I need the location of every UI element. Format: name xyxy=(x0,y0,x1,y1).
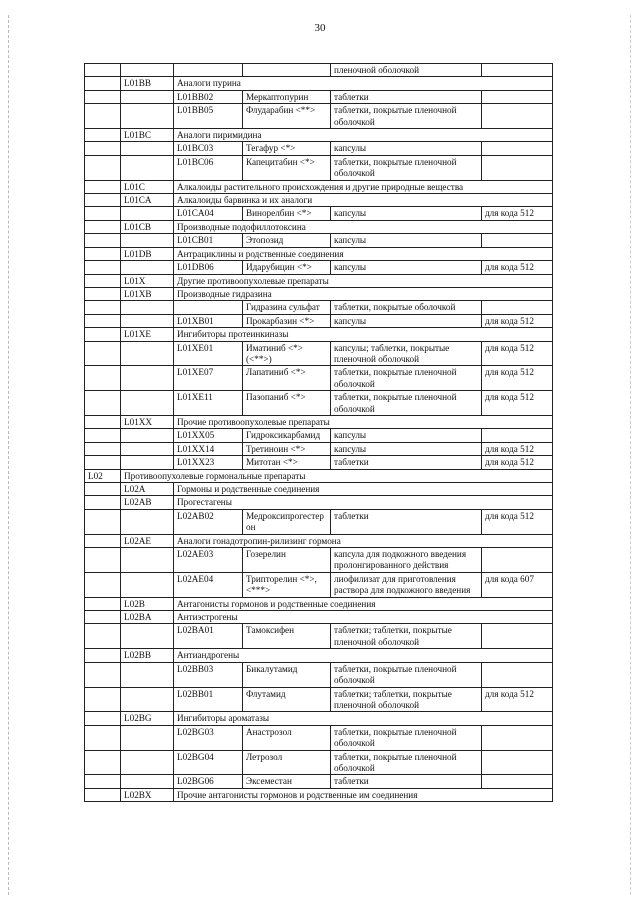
cell-note xyxy=(482,725,553,750)
cell-empty xyxy=(85,442,121,455)
cell-atc-code: L01BB05 xyxy=(174,104,243,129)
table-row-drug xyxy=(85,442,553,455)
cell-empty xyxy=(85,142,121,155)
cell-empty xyxy=(85,483,121,496)
cell-dosage-form: капсулы xyxy=(331,142,482,155)
cell-atc-code: L02BG06 xyxy=(174,775,243,788)
cell-empty xyxy=(121,429,174,442)
cell-empty xyxy=(121,207,174,220)
cell-atc-code: L02AE04 xyxy=(174,572,243,597)
table-row-drug xyxy=(85,261,553,274)
cell-empty xyxy=(121,548,174,573)
cell-drug-name: Бикалутамид xyxy=(243,662,331,687)
cell-dosage-form: таблетки xyxy=(331,775,482,788)
cell-atc-code: L01XE07 xyxy=(174,366,243,391)
cell-note xyxy=(482,301,553,314)
cell-drug-name: Медроксипрогестерон xyxy=(243,509,331,534)
cell-atc-code: L01CA04 xyxy=(174,207,243,220)
table-row-drug xyxy=(85,341,553,366)
table-row-drug xyxy=(85,366,553,391)
cell-group-name: Алкалоиды барвинка и их аналоги xyxy=(174,194,553,207)
cell-atc-code: L02BG03 xyxy=(174,725,243,750)
cell-group-name: Антагонисты гормонов и родственные соединения xyxy=(174,597,553,610)
cell-dosage-form: капсулы xyxy=(331,207,482,220)
table-row-drug xyxy=(85,624,553,649)
table-row-group xyxy=(85,483,553,496)
cell-empty xyxy=(85,287,121,300)
table-row-drug xyxy=(85,548,553,573)
table-row-group xyxy=(85,194,553,207)
cell-empty xyxy=(85,456,121,469)
cell-group-name: Прочие противоопухолевые препараты xyxy=(174,415,553,428)
table-row-group xyxy=(85,712,553,725)
cell-drug-name: Эксеместан xyxy=(243,775,331,788)
cell-atc-code: L01XE11 xyxy=(174,391,243,416)
cell-note xyxy=(482,104,553,129)
cell-empty xyxy=(121,366,174,391)
cell-empty xyxy=(121,509,174,534)
cell-note: для кода 512 xyxy=(482,456,553,469)
cell-empty xyxy=(121,234,174,247)
cell-empty xyxy=(174,64,243,77)
table-row-drug xyxy=(85,142,553,155)
cell-atc-code: L01XE01 xyxy=(174,341,243,366)
cell-empty xyxy=(121,391,174,416)
cell-drug-name: Меркаптопурин xyxy=(243,90,331,103)
cell-empty xyxy=(85,624,121,649)
cell-drug-name: Митотан <*> xyxy=(243,456,331,469)
cell-dosage-form: таблетки, покрытые пленочной оболочкой xyxy=(331,750,482,775)
cell-empty xyxy=(85,194,121,207)
cell-group-name: Прочие антагонисты гормонов и родственные им соединения xyxy=(174,788,553,801)
cell-drug-name: Прокарбазин <*> xyxy=(243,314,331,327)
cell-drug-name: Этопозид xyxy=(243,234,331,247)
cell-dosage-form: капсулы xyxy=(331,261,482,274)
cell-drug-name: Тегафур <*> xyxy=(243,142,331,155)
table-row-section xyxy=(85,469,553,482)
cell-dosage-form: капсулы xyxy=(331,234,482,247)
cell-dosage-form: лиофилизат для приготовления раствора для подкожного введения xyxy=(331,572,482,597)
cell-drug-name: Летрозол xyxy=(243,750,331,775)
cell-empty xyxy=(85,548,121,573)
cell-group-code: L01BB xyxy=(121,77,174,90)
table-row-group xyxy=(85,274,553,287)
cell-group-code: L01XE xyxy=(121,328,174,341)
table-row-group xyxy=(85,220,553,233)
table-row-drug xyxy=(85,429,553,442)
cell-empty xyxy=(121,314,174,327)
cell-group-code: L01XB xyxy=(121,287,174,300)
cell-group-name: Антиэстрогены xyxy=(174,611,553,624)
cell-empty xyxy=(85,234,121,247)
cell-section-code: L02 xyxy=(85,469,121,482)
cell-empty xyxy=(85,712,121,725)
cell-empty xyxy=(121,442,174,455)
cell-drug-name: Флутамид xyxy=(243,687,331,712)
cell-empty xyxy=(85,341,121,366)
cell-note xyxy=(482,750,553,775)
cell-group-code: L01CB xyxy=(121,220,174,233)
table-row-drug xyxy=(85,301,553,314)
cell-group-code: L02BG xyxy=(121,712,174,725)
cell-atc-code: L01DB06 xyxy=(174,261,243,274)
cell-group-name: Производные подофиллотоксина xyxy=(174,220,553,233)
cell-atc-code: L01XX23 xyxy=(174,456,243,469)
table-row-continued xyxy=(85,64,553,77)
cell-group-code: L02B xyxy=(121,597,174,610)
cell-empty xyxy=(85,180,121,193)
cell-empty xyxy=(85,274,121,287)
cell-dosage-form: таблетки xyxy=(331,509,482,534)
table-row-drug xyxy=(85,155,553,180)
cell-drug-name: Лапатиниб <*> xyxy=(243,366,331,391)
cell-empty xyxy=(85,301,121,314)
cell-drug-name: Третиноин <*> xyxy=(243,442,331,455)
cell-note xyxy=(482,142,553,155)
cell-empty xyxy=(121,155,174,180)
cell-dosage-form: таблетки, покрытые пленочной оболочкой xyxy=(331,391,482,416)
table-row-drug xyxy=(85,207,553,220)
right-margin-mark xyxy=(630,15,632,895)
cell-note xyxy=(482,624,553,649)
table-row-group xyxy=(85,129,553,142)
cell-group-name: Антрациклины и родственные соединения xyxy=(174,247,553,260)
cell-group-code: L01XX xyxy=(121,415,174,428)
table-row-drug xyxy=(85,572,553,597)
cell-empty xyxy=(85,725,121,750)
cell-drug-name: Капецитабин <*> xyxy=(243,155,331,180)
cell-empty xyxy=(85,597,121,610)
cell-group-name: Гормоны и родственные соединения xyxy=(174,483,553,496)
table-row-group xyxy=(85,415,553,428)
cell-dosage-form: капсулы xyxy=(331,442,482,455)
left-margin-mark xyxy=(8,15,10,895)
cell-group-name: Прогестагены xyxy=(174,496,553,509)
table-row-drug xyxy=(85,725,553,750)
cell-empty xyxy=(85,90,121,103)
cell-empty xyxy=(85,391,121,416)
cell-group-name: Ингибиторы ароматазы xyxy=(174,712,553,725)
cell-atc-code xyxy=(174,301,243,314)
cell-drug-name: Пазопаниб <*> xyxy=(243,391,331,416)
cell-drug-name: Иматиниб <*> (<**>) xyxy=(243,341,331,366)
cell-note xyxy=(482,429,553,442)
cell-empty xyxy=(121,687,174,712)
table-row-drug xyxy=(85,687,553,712)
cell-group-code: L01C xyxy=(121,180,174,193)
table-row-group xyxy=(85,180,553,193)
cell-empty xyxy=(85,750,121,775)
cell-group-name: Аналоги пиримидина xyxy=(174,129,553,142)
cell-empty xyxy=(85,314,121,327)
table-row-group xyxy=(85,287,553,300)
cell-empty xyxy=(85,572,121,597)
cell-empty xyxy=(85,64,121,77)
cell-note: для кода 607 xyxy=(482,572,553,597)
cell-dosage-form: капсулы; таблетки, покрытые пленочной оболочкой xyxy=(331,341,482,366)
table-row-drug xyxy=(85,90,553,103)
cell-group-code: L02AE xyxy=(121,534,174,547)
cell-group-name: Аналоги гонадотропин-рилизинг гормона xyxy=(174,534,553,547)
cell-note: для кода 512 xyxy=(482,261,553,274)
cell-atc-code: L01BC06 xyxy=(174,155,243,180)
cell-empty xyxy=(121,301,174,314)
cell-empty xyxy=(85,207,121,220)
cell-section-name: Противоопухолевые гормональные препараты xyxy=(121,469,553,482)
cell-empty xyxy=(121,341,174,366)
cell-dosage-form: таблетки, покрытые пленочной оболочкой xyxy=(331,104,482,129)
cell-empty xyxy=(85,220,121,233)
cell-empty xyxy=(85,509,121,534)
cell-group-name: Алкалоиды растительного происхождения и другие природные вещества xyxy=(174,180,553,193)
table-row-drug xyxy=(85,234,553,247)
cell-atc-code: L02BB03 xyxy=(174,662,243,687)
cell-dosage-form: капсулы xyxy=(331,429,482,442)
cell-drug-name: Гидразина сульфат xyxy=(243,301,331,314)
cell-empty xyxy=(121,142,174,155)
cell-drug-name: Идарубицин <*> xyxy=(243,261,331,274)
cell-empty xyxy=(85,649,121,662)
cell-dosage-form: таблетки xyxy=(331,90,482,103)
cell-empty xyxy=(85,496,121,509)
cell-dosage-form: таблетки xyxy=(331,456,482,469)
drug-table-body xyxy=(85,64,553,802)
cell-note xyxy=(482,548,553,573)
cell-empty xyxy=(121,104,174,129)
cell-atc-code: L02BB01 xyxy=(174,687,243,712)
cell-empty xyxy=(85,261,121,274)
cell-note: для кода 512 xyxy=(482,442,553,455)
table-row-drug xyxy=(85,314,553,327)
cell-empty xyxy=(85,415,121,428)
cell-atc-code: L01XX14 xyxy=(174,442,243,455)
cell-empty xyxy=(85,611,121,624)
table-row-drug xyxy=(85,456,553,469)
cell-note xyxy=(482,662,553,687)
cell-empty xyxy=(85,155,121,180)
cell-group-name: Антиандрогены xyxy=(174,649,553,662)
cell-empty xyxy=(121,64,174,77)
cell-drug-name: Флударабин <**> xyxy=(243,104,331,129)
cell-atc-code: L01XB01 xyxy=(174,314,243,327)
cell-group-name: Ингибиторы протеинкиназы xyxy=(174,328,553,341)
cell-empty xyxy=(121,572,174,597)
cell-empty xyxy=(85,366,121,391)
cell-note: для кода 512 xyxy=(482,341,553,366)
cell-drug-name: Тамоксифен xyxy=(243,624,331,649)
table-row-group xyxy=(85,534,553,547)
cell-note: для кода 512 xyxy=(482,687,553,712)
cell-empty xyxy=(121,456,174,469)
cell-empty xyxy=(121,90,174,103)
cell-atc-code: L02AB02 xyxy=(174,509,243,534)
cell-drug-name: Анастрозол xyxy=(243,725,331,750)
cell-dosage-form: таблетки, покрытые пленочной оболочкой xyxy=(331,725,482,750)
table-row-group xyxy=(85,77,553,90)
cell-empty xyxy=(243,64,331,77)
table-row-drug xyxy=(85,104,553,129)
table-row-group xyxy=(85,649,553,662)
cell-group-code: L01X xyxy=(121,274,174,287)
cell-atc-code: L01XX05 xyxy=(174,429,243,442)
cell-note: для кода 512 xyxy=(482,314,553,327)
cell-dosage-form: пленочной оболочкой xyxy=(331,64,482,77)
cell-dosage-form: капсула для подкожного введения пролонгированного действия xyxy=(331,548,482,573)
cell-atc-code: L01BB02 xyxy=(174,90,243,103)
cell-drug-name: Гидроксикарбамид xyxy=(243,429,331,442)
table-row-drug xyxy=(85,509,553,534)
cell-note: для кода 512 xyxy=(482,366,553,391)
cell-empty xyxy=(85,429,121,442)
cell-dosage-form: таблетки, покрытые пленочной оболочкой xyxy=(331,155,482,180)
cell-atc-code: L01CB01 xyxy=(174,234,243,247)
table-row-group xyxy=(85,611,553,624)
cell-empty xyxy=(85,328,121,341)
cell-empty xyxy=(85,775,121,788)
cell-group-name: Аналоги пурина xyxy=(174,77,553,90)
table-row-drug xyxy=(85,391,553,416)
cell-empty xyxy=(85,662,121,687)
cell-drug-name: Трипторелин <*>, <***> xyxy=(243,572,331,597)
cell-drug-name: Винорелбин <*> xyxy=(243,207,331,220)
cell-empty xyxy=(85,104,121,129)
cell-empty xyxy=(121,662,174,687)
cell-empty xyxy=(85,129,121,142)
cell-atc-code: L01BC03 xyxy=(174,142,243,155)
cell-empty xyxy=(121,261,174,274)
table-row-group xyxy=(85,247,553,260)
page-number: 30 xyxy=(314,22,326,34)
table-row-drug xyxy=(85,662,553,687)
cell-note: для кода 512 xyxy=(482,391,553,416)
cell-group-code: L01CA xyxy=(121,194,174,207)
cell-note: для кода 512 xyxy=(482,509,553,534)
cell-group-code: L02BX xyxy=(121,788,174,801)
cell-note xyxy=(482,234,553,247)
cell-group-code: L01DB xyxy=(121,247,174,260)
cell-note xyxy=(482,155,553,180)
cell-empty xyxy=(85,687,121,712)
cell-group-code: L01BC xyxy=(121,129,174,142)
cell-dosage-form: таблетки, покрытые пленочной оболочкой xyxy=(331,662,482,687)
table-row-group xyxy=(85,328,553,341)
table-row-group xyxy=(85,496,553,509)
cell-group-name: Другие противоопухолевые препараты xyxy=(174,274,553,287)
table-row-group xyxy=(85,597,553,610)
cell-drug-name: Гозерелин xyxy=(243,548,331,573)
cell-group-code: L02AB xyxy=(121,496,174,509)
cell-empty xyxy=(121,624,174,649)
cell-note: для кода 512 xyxy=(482,207,553,220)
cell-empty xyxy=(121,750,174,775)
cell-dosage-form: капсулы xyxy=(331,314,482,327)
cell-atc-code: L02AE03 xyxy=(174,548,243,573)
cell-empty xyxy=(121,775,174,788)
cell-group-code: L02A xyxy=(121,483,174,496)
cell-empty xyxy=(121,725,174,750)
cell-note xyxy=(482,775,553,788)
cell-empty xyxy=(85,247,121,260)
cell-atc-code: L02BG04 xyxy=(174,750,243,775)
table-row-group xyxy=(85,788,553,801)
cell-empty xyxy=(482,64,553,77)
table-row-drug xyxy=(85,750,553,775)
table-row-drug xyxy=(85,775,553,788)
drug-table xyxy=(84,63,553,802)
cell-empty xyxy=(85,534,121,547)
cell-group-name: Производные гидразина xyxy=(174,287,553,300)
cell-empty xyxy=(85,77,121,90)
cell-dosage-form: таблетки, покрытые оболочкой xyxy=(331,301,482,314)
cell-dosage-form: таблетки; таблетки, покрытые пленочной оболочкой xyxy=(331,687,482,712)
cell-dosage-form: таблетки, покрытые пленочной оболочкой xyxy=(331,366,482,391)
cell-group-code: L02BA xyxy=(121,611,174,624)
cell-empty xyxy=(85,788,121,801)
cell-group-code: L02BB xyxy=(121,649,174,662)
cell-atc-code: L02BA01 xyxy=(174,624,243,649)
cell-dosage-form: таблетки; таблетки, покрытые пленочной оболочкой xyxy=(331,624,482,649)
cell-note xyxy=(482,90,553,103)
